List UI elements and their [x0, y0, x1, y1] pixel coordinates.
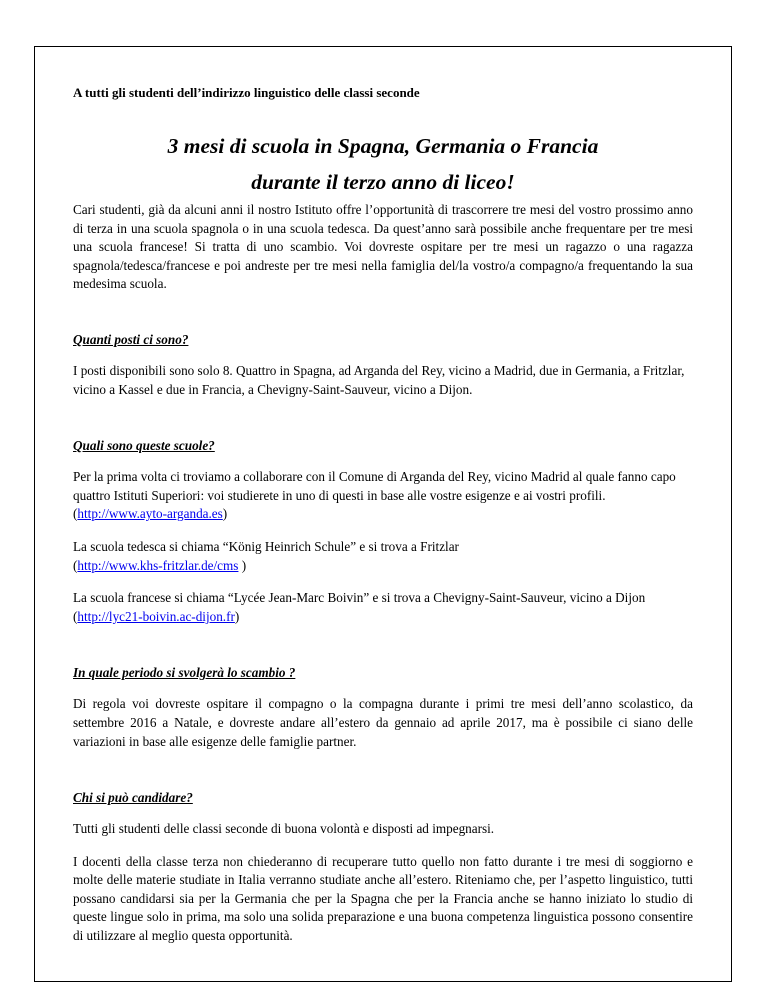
title-line-2: durante il terzo anno di liceo!: [251, 170, 515, 194]
germany-school-link[interactable]: http://www.khs-fritzlar.de/cms: [77, 557, 239, 573]
addressee-line: A tutti gli studenti dell’indirizzo linguistico delle classi seconde: [73, 85, 420, 100]
paragraph-germany-school: La scuola tedesca si chiama “König Heinrich Schule” e si trova a Fritzlar (http://www.khs-fritzlar.de/cms ): [73, 538, 459, 573]
answer-posti: I posti disponibili sono solo 8. Quattro in Spagna, ad Arganda del Rey, vicino a Madrid, due in Germania, a Fritzlar, vicino a Kassel e due in Francia, a Chevigny-Saint-Sauveur, vicino a Dijon.: [73, 362, 685, 397]
answer-candidati-2: I docenti della classe terza non chiederanno di recuperare tutto quello non fatto durante i tre mesi di soggiorno e molte delle materie studiate in Italia verranno studiate anche all’estero. Riteniamo che, per l’aspetto linguistico, tutti possano candidarsi sia per la Germania che per la Spagna che per la Francia anche se hanno iniziato lo studio di queste lingue solo in prima, ma solo una solida preparazione e una buona competenza linguistica possono consentire di utilizzare al meglio questa opportunità.: [73, 853, 693, 944]
answer-candidati-1: Tutti gli studenti delle classi seconde di buona volontà e disposti ad impegnarsi.: [73, 821, 495, 837]
question-scuole: Quali sono queste scuole?: [73, 438, 215, 454]
document-page: [34, 46, 732, 982]
spain-school-link[interactable]: http://www.ayto-arganda.es: [77, 506, 223, 522]
germany-school-text: La scuola tedesca si chiama “König Heinrich Schule” e si trova a Fritzlar: [73, 538, 459, 554]
france-school-link[interactable]: http://lyc21-boivin.ac-dijon.fr: [77, 608, 235, 624]
france-school-text: La scuola francese si chiama “Lycée Jean-Marc Boivin” e si trova a Chevigny-Saint-Sauveur, vicino a Dijon: [73, 590, 646, 606]
spain-school-text: Per la prima volta ci troviamo a collaborare con il Comune di Arganda del Rey, vicino Madrid al quale fanno capo quattro Istituti Superiori: voi studierete in uno di questi in base alle vostre esigenze e ai vostri profili.: [73, 469, 676, 503]
answer-periodo: Di regola voi dovreste ospitare il compagno o la compagna durante i primi tre mesi dell’anno scolastico, da settembre 2016 a Natale, e dovreste andare all’estero da gennaio ad aprile 2017, ma è possibile ci siano delle variazioni in base alle esigenze delle famiglie partner.: [73, 696, 693, 749]
question-posti: Quanti posti ci sono?: [73, 331, 189, 347]
question-periodo: In quale periodo si svolgerà lo scambio ?: [73, 665, 296, 681]
paragraph-france-school: La scuola francese si chiama “Lycée Jean-Marc Boivin” e si trova a Chevigny-Saint-Sauveur, vicino a Dijon (http://lyc21-boivin.ac-dijon.fr): [73, 590, 646, 624]
question-candidati: Chi si può candidare?: [73, 790, 193, 806]
document-content: [73, 85, 693, 946]
title-line-1: 3 mesi di scuola in Spagna, Germania o Francia: [167, 134, 599, 158]
intro-paragraph: Cari studenti, già da alcuni anni il nostro Istituto offre l’opportunità di trascorrere tre mesi del vostro prossimo anno di terza in una scuola spagnola o in una scuola tedesca. Da quest’anno sarà possibile anche frequentare per tre mesi una scuola francese! Si tratta di uno scambio. Voi dovreste ospitare per tre mesi un ragazzo o una ragazza spagnola/tedesca/francese e poi andreste per tre mesi nella famiglia del/la vostro/a compagno/a frequentando la sua medesima scuola.: [73, 202, 693, 292]
paragraph-spain-school: Per la prima volta ci troviamo a collaborare con il Comune di Arganda del Rey, vicino Madrid al quale fanno capo quattro Istituti Superiori: voi studierete in uno di questi in base alle vostre esigenze e ai vostri profili. (http://www.ayto-arganda.es): [73, 469, 676, 522]
